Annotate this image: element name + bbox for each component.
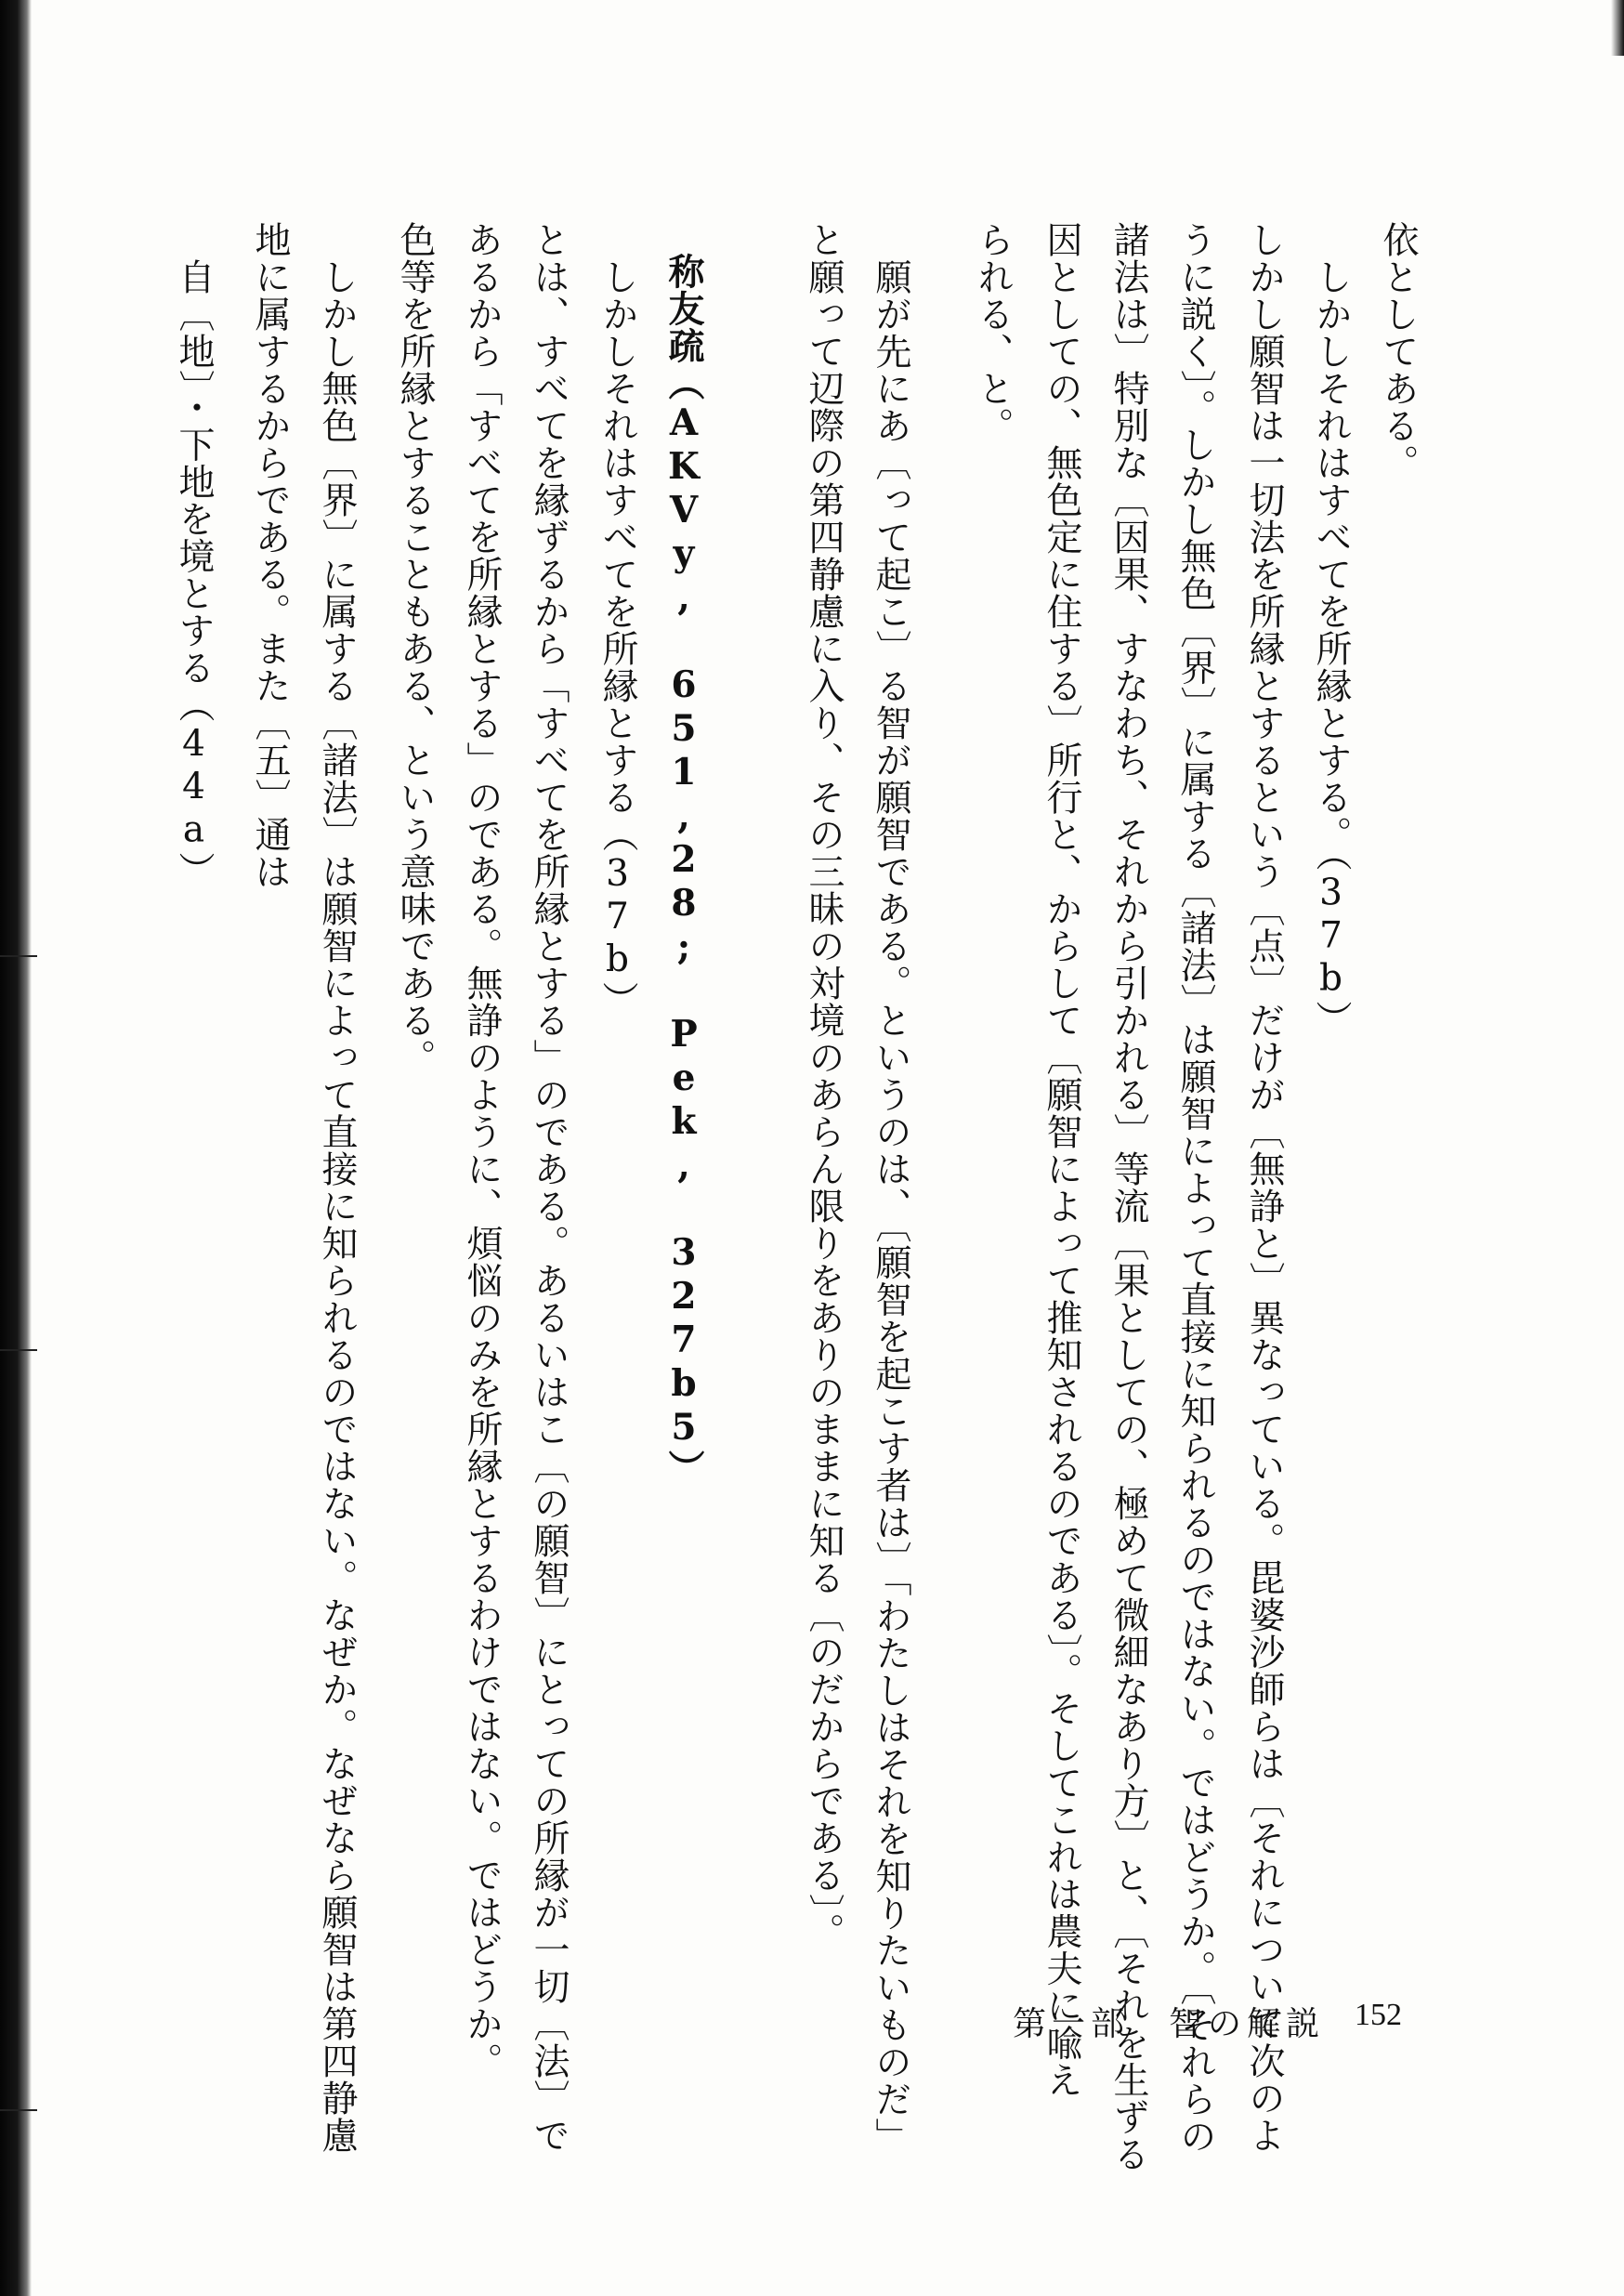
text-column: られる、と。 <box>972 221 1014 444</box>
quote-column: しかしそれはすべてを所縁とする（37b） <box>596 221 638 1018</box>
margin-tick-mark <box>0 2109 37 2111</box>
text-column: 色等を所縁とすることもある、という意味である。 <box>394 221 436 1076</box>
text-column: しかし願智は一切法を所縁とするという〔点〕だけが〔無諍と〕異なっている。毘婆沙師らは〔それについて次のよ <box>1243 221 1285 2154</box>
quote-column: 自〔地〕・下地を境とする（44a） <box>173 221 215 889</box>
text-column: 依としてある。 <box>1377 221 1419 481</box>
scan-right-edge-shadow <box>1611 0 1624 56</box>
text-column: 諸法は〕特別な〔因果、すなわち、それから引かれる〕等流〔果としての、極めて微細なあり方〕と、〔それを生ずる <box>1107 221 1149 2173</box>
text-column: と願って辺際の第四静慮に入り、その三昧の対境のあらん限りをありのままに知る〔のだからである〕。 <box>803 221 845 1950</box>
text-column: 願が先にあ〔って起こ〕る智が願智である。というのは、〔願智を起こす者は〕「わたしはそれを知りたいものだ」 <box>870 221 911 2155</box>
page-number: 152 <box>1355 1998 1402 2032</box>
text-column: あるから「すべてを所縁とする」のである。無諍のように、煩悩のみを所縁とするわけではない。ではどうか。 <box>461 221 503 2080</box>
text-column: 地に属するからである。また〔五〕通は <box>249 221 291 890</box>
text-column: しかし無色〔界〕に属する〔諸法〕は願智によって直接に知られるのではない。なぜか。なぜなら願智は第四静慮 <box>316 221 358 2154</box>
quote-column: しかしそれはすべてを所縁とする。（37b） <box>1310 221 1352 1038</box>
section-heading: 称友疏（AKVy, 651,28; Pek, 327b5） <box>662 253 705 1487</box>
text-column: うに説く〕。しかし無色〔界〕に属する〔諸法〕は願智によって直接に知られるのではない。ではどうか。〔それらの <box>1174 221 1216 2155</box>
text-column: 因としての、無色定に住する〕所行と、からして〔願智によって推知されるのである〕。そしてこれは農夫に喩え <box>1041 221 1082 2099</box>
margin-tick-mark <box>0 955 37 957</box>
running-header: 第一部 智の解説 <box>1013 2005 1326 2043</box>
scan-left-edge-shadow <box>0 0 32 2296</box>
text-column: とは、すべてを縁ずるから「すべてを所縁とする」のである。あるいはこ〔の願智〕にとっての所縁が一切〔法〕で <box>528 221 570 2154</box>
margin-tick-mark <box>0 1349 37 1351</box>
